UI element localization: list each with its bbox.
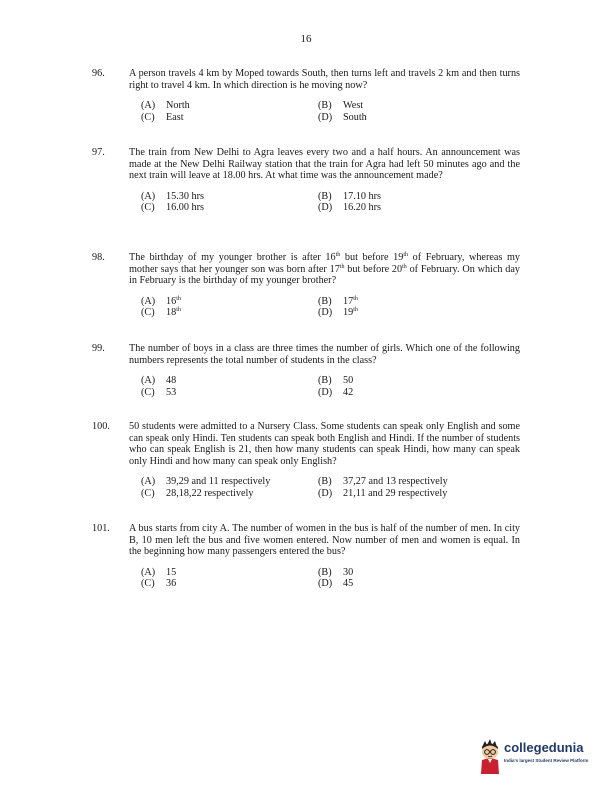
question-number: 99. [92,343,105,354]
option-b [318,100,478,112]
option-text: 42 [343,386,354,398]
option-b [318,567,478,579]
option-text: 53 [166,386,177,398]
option-label: (B) [318,100,332,112]
question-number: 98. [92,252,105,263]
option-label: (D) [318,386,333,398]
option-c [141,307,318,319]
option-suffix: th [176,295,181,302]
option-text: 45 [343,578,354,590]
options [141,296,520,319]
option-d [318,202,478,214]
option-text: 17.10 hrs [343,190,381,202]
logo-wordmark: collegedunia [504,740,584,755]
option-suffix: th [353,295,358,302]
option-text: 17 [343,295,354,307]
option-label: (A) [141,100,156,112]
option-label: (D) [318,578,333,590]
option-label: (B) [318,295,332,307]
ordinal-suffix: th [339,263,345,270]
option-label: (D) [318,307,333,319]
option-text: 16.00 hrs [166,202,204,214]
option-c [141,578,318,590]
option-text: 15.30 hrs [166,190,204,202]
option-text: 28,18,22 respectively [166,487,254,499]
question-text: The number of boys in a class are three times the number of girls. Which one of the following numbers represents the total number of students in the class? [129,343,520,366]
option-label: (A) [141,190,156,202]
option-b [318,476,478,488]
option-d [318,112,478,124]
option-text: 19 [343,307,354,319]
collegedunia-logo[interactable] [478,738,608,782]
option-text: 18 [166,307,177,319]
option-a [141,296,318,308]
option-c [141,387,318,399]
option-label: (D) [318,487,333,499]
ordinal-suffix: th [335,252,341,258]
question-99 [92,343,520,398]
ordinal-suffix: th [403,252,408,258]
question-text: A person travels 4 km by Moped towards South, then turns left and travels 2 km and then turns right to travel 4 km. In which direction is he moving now? [129,68,520,91]
question-97 [92,147,520,214]
question-100 [92,421,520,500]
options [141,100,520,123]
option-text: West [343,100,364,112]
options [141,476,520,499]
option-b [318,296,478,308]
text-part: of February. On which day in February is the birthday of my younger brother? [129,263,520,287]
option-d [318,387,478,399]
option-d [318,578,478,590]
option-text: 50 [343,375,354,387]
option-c [141,488,318,500]
option-a [141,567,318,579]
option-label: (A) [141,295,156,307]
option-label: (C) [141,202,155,214]
question-101 [92,523,520,590]
option-text: 16.20 hrs [343,202,381,214]
text-part: but before 19 [340,252,404,263]
question-96 [92,68,520,123]
text-part: The birthday of my younger brother is after 16 [129,252,336,263]
text-part: but before 20 [344,263,403,275]
option-text: North [166,100,190,112]
option-a [141,375,318,387]
mascot-icon [478,738,502,778]
option-label: (A) [141,375,156,387]
option-b [318,191,478,203]
question-text: A bus starts from city A. The number of women in the bus is half of the number of men. In city B, 10 men left the bus and five women entered. Now number of men and women is equal. In the beginning how many passengers entered the bus? [129,523,520,558]
options [141,567,520,590]
option-label: (B) [318,375,332,387]
option-text: South [343,111,367,123]
question-number: 100. [92,421,110,432]
question-text [129,252,520,287]
question-text: 50 students were admitted to a Nursery Class. Some students can speak only English and some can speak only Hindi. Ten students can speak both English and Hindi. If the number of students who can speak English is 21, then how many students can speak Hindi, how many can speak only Hindi and how many can speak only English? [129,421,520,467]
option-a [141,100,318,112]
question-text: The train from New Delhi to Agra leaves every two and a half hours. An announcement was made at the New Delhi Railway station that the train for Agra had left 50 minutes ago and the next train will leave at 18.00 hrs. At what time was the announcement made? [129,147,520,182]
option-label: (C) [141,111,155,123]
option-label: (B) [318,190,332,202]
option-text: 48 [166,375,177,387]
option-d [318,307,478,319]
option-c [141,202,318,214]
option-suffix: th [353,307,358,314]
logo-tagline: India's largest Student Review Platform [504,758,589,763]
option-d [318,488,478,500]
option-label: (D) [318,111,333,123]
question-98 [92,252,520,319]
options [141,191,520,214]
option-label: (A) [141,566,156,578]
question-number: 96. [92,68,105,79]
option-text: 15 [166,566,177,578]
option-a [141,476,318,488]
option-label: (A) [141,476,156,488]
option-text: 21,11 and 29 respectively [343,487,448,499]
option-text: 37,27 and 13 respectively [343,476,448,488]
option-a [141,191,318,203]
question-number: 101. [92,523,110,534]
option-text: 16 [166,295,177,307]
option-label: (B) [318,476,332,488]
option-text: 30 [343,566,354,578]
option-suffix: th [176,307,181,314]
option-text: 36 [166,578,177,590]
option-text: East [166,111,184,123]
question-number: 97. [92,147,105,158]
option-text: 39,29 and 11 respectively [166,476,271,488]
option-b [318,375,478,387]
option-c [141,112,318,124]
option-label: (C) [141,307,155,319]
option-label: (C) [141,386,155,398]
page-number: 16 [300,33,312,45]
option-label: (D) [318,202,333,214]
ordinal-suffix: th [402,263,407,270]
option-label: (C) [141,578,155,590]
option-label: (C) [141,487,155,499]
options [141,375,520,398]
option-label: (B) [318,566,332,578]
text-part: of February, whereas my mother says that her younger son was born after 17 [129,252,520,275]
